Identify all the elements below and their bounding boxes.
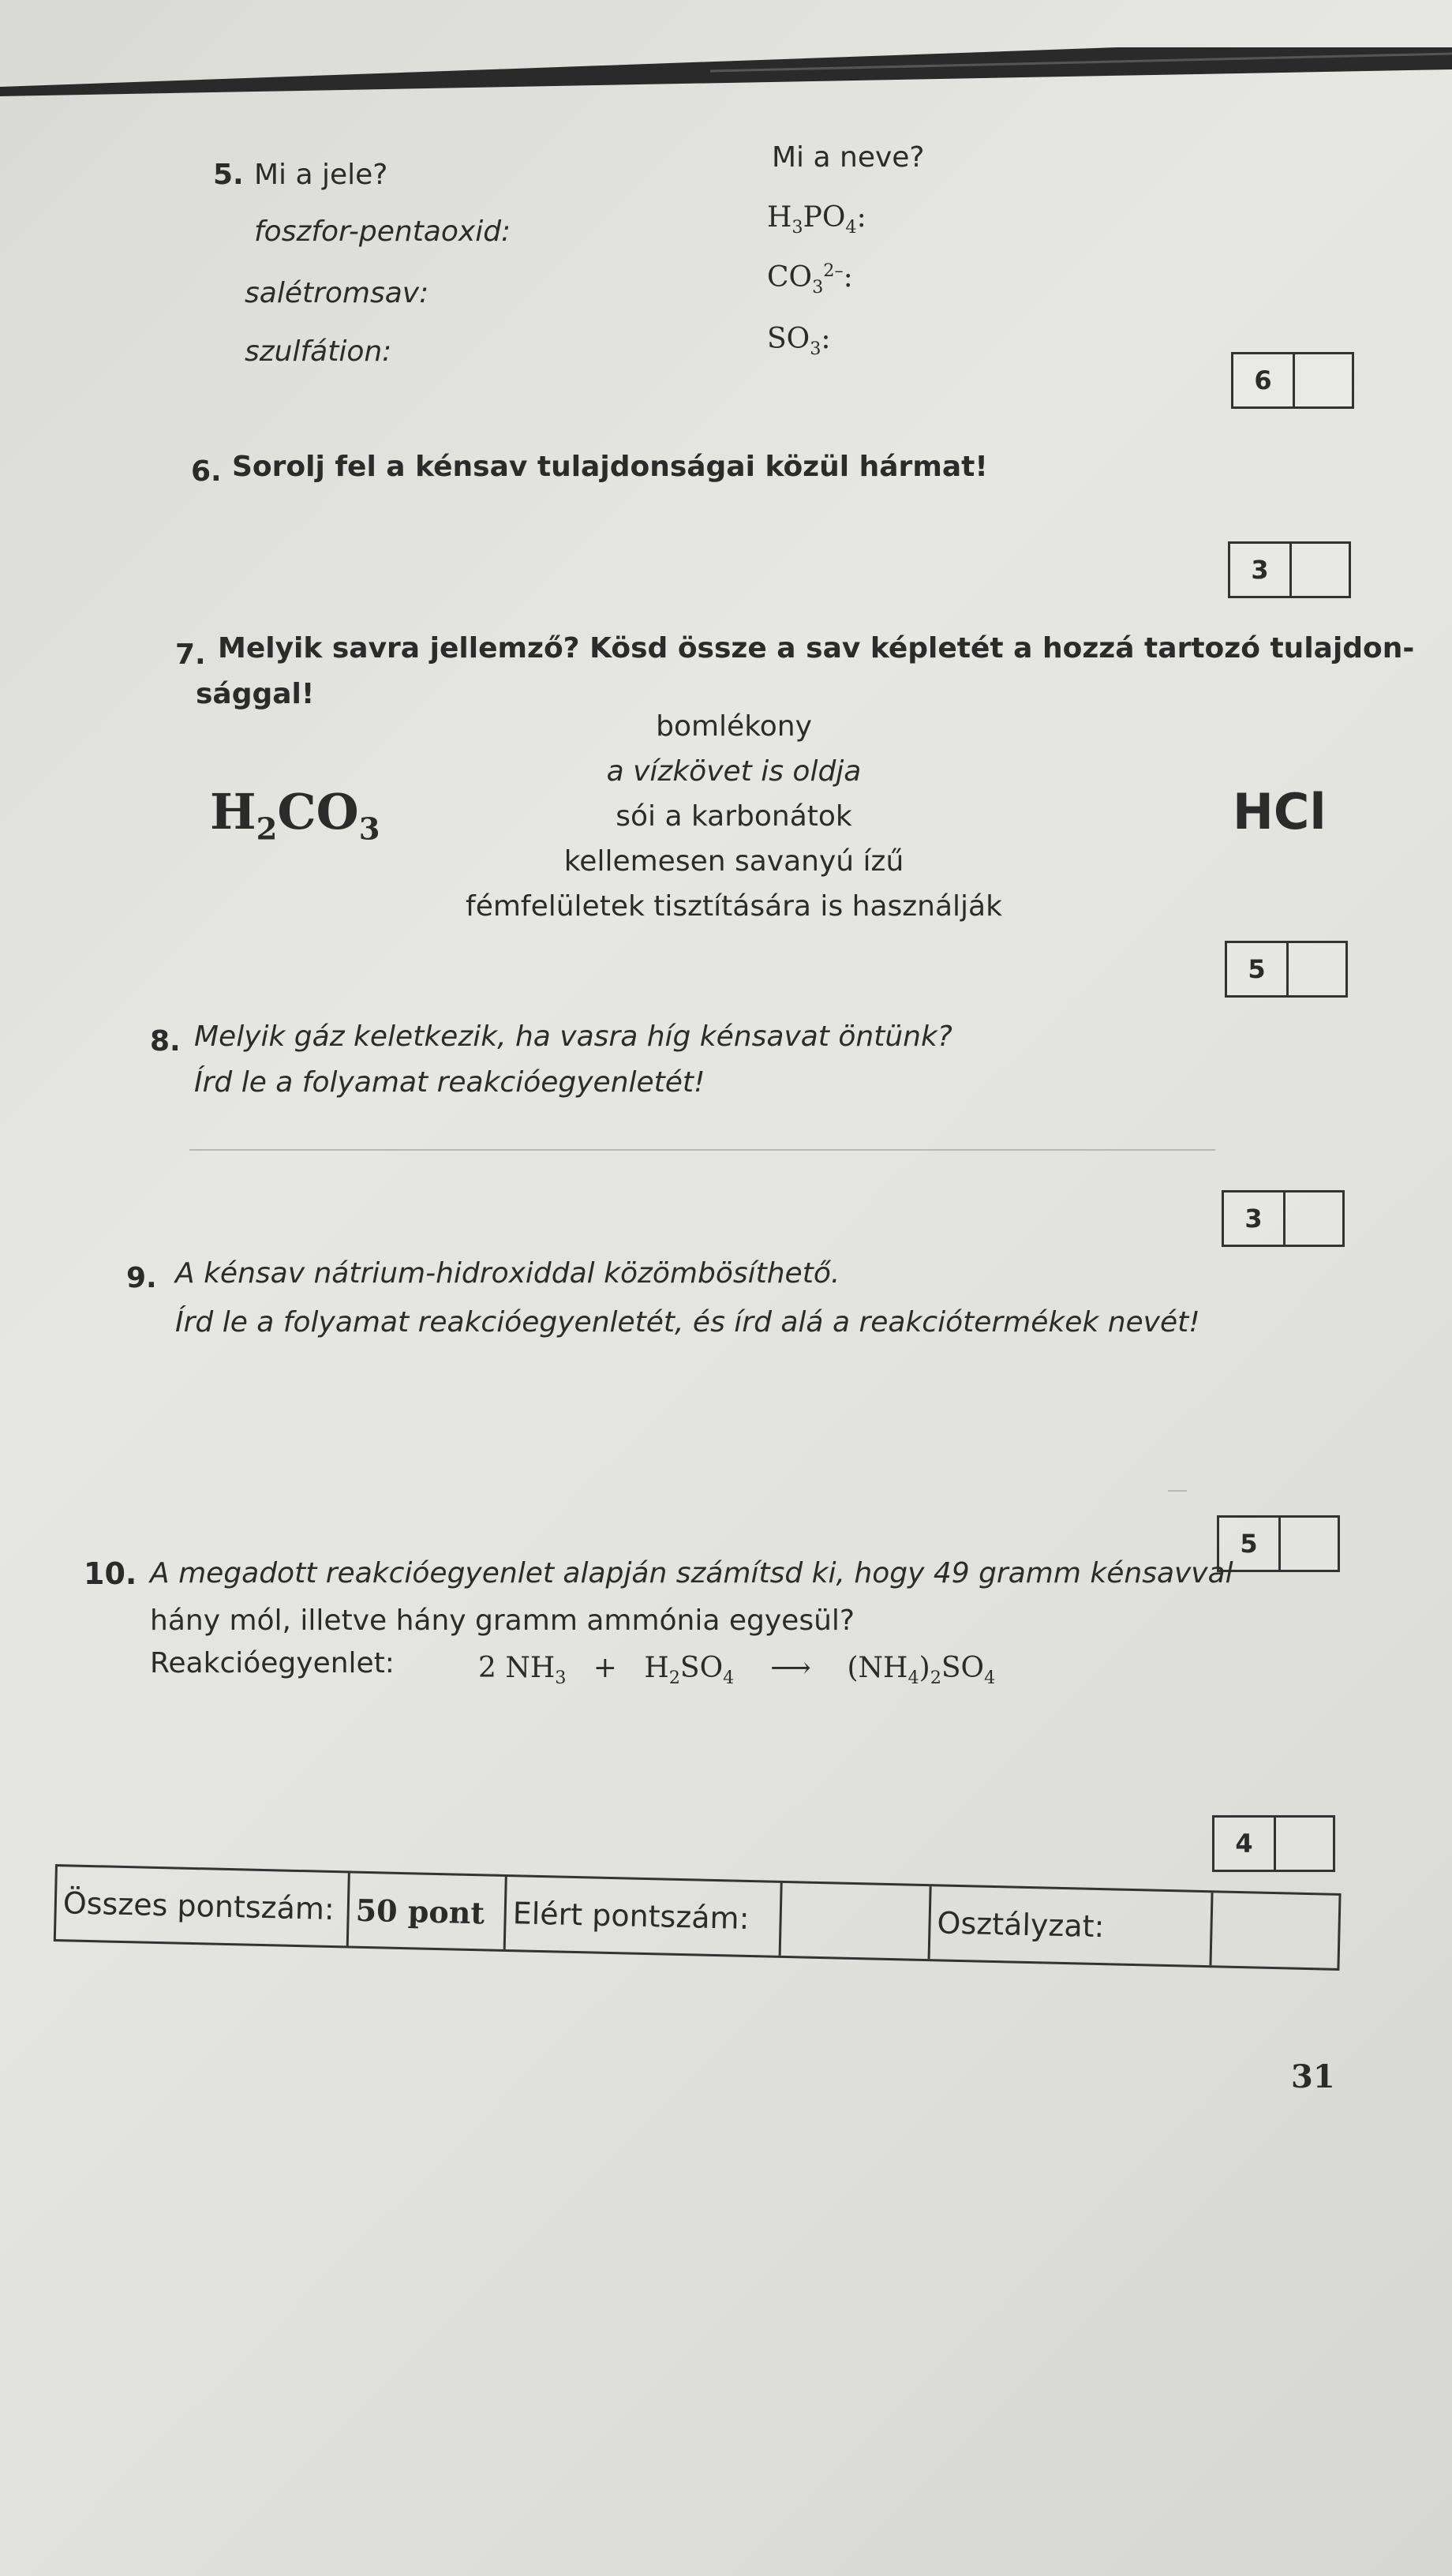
total-points-label: Összes pontszám:	[56, 1866, 350, 1945]
q5-right-item-2: $CO_3^{2-}$:	[767, 260, 853, 298]
q10-equation-label: Reakcióegyenlet:	[150, 1647, 395, 1679]
q7-score-field[interactable]	[1289, 943, 1345, 995]
grade-field[interactable]	[1211, 1893, 1338, 1968]
q5-max-points: 6	[1233, 354, 1295, 406]
q9-line1: A kénsav nátrium-hidroxiddal közömbösíthető.	[175, 1257, 840, 1290]
q7-property[interactable]: a vízkövet is oldja	[606, 755, 862, 788]
q7-property[interactable]: kellemesen savanyú ízű	[563, 845, 904, 878]
grade-label: Osztályzat:	[930, 1886, 1214, 1965]
q5-right-header: Mi a neve?	[772, 141, 925, 174]
q5-number: 5.	[213, 159, 244, 191]
q8-answer-line[interactable]	[189, 1149, 1215, 1151]
q5-left-header: Mi a jele?	[254, 159, 388, 191]
q9-max-points: 5	[1219, 1518, 1281, 1570]
q9-number: 9.	[126, 1262, 157, 1294]
q6-max-points: 3	[1230, 544, 1292, 596]
score-summary-table	[54, 1864, 1342, 1971]
top-border-line	[0, 47, 1452, 142]
q5-left-item-1: foszfor-pentaoxid:	[254, 215, 511, 248]
q6-text: Sorolj fel a kénsav tulajdonságai közül hármat!	[232, 451, 988, 483]
q7-max-points: 5	[1227, 943, 1289, 995]
q8-score-box[interactable]	[1222, 1190, 1345, 1247]
q5-left-item-3: szulfátion:	[245, 335, 392, 368]
q7-property[interactable]: fémfelületek tisztítására is használják	[466, 890, 1002, 923]
q5-left-item-2: salétromsav:	[245, 277, 429, 309]
q5-right-item-1: $H_3PO_4$:	[767, 201, 866, 238]
page-number: 31	[1291, 2058, 1335, 2095]
q10-number: 10.	[84, 1556, 137, 1591]
q8-line1: Melyik gáz keletkezik, ha vasra híg kénsavat öntünk?	[194, 1020, 952, 1053]
q7-property-list	[442, 704, 1026, 929]
q6-score-box[interactable]	[1228, 541, 1351, 598]
q9-score-box[interactable]	[1217, 1515, 1340, 1572]
q5-score-box[interactable]	[1231, 352, 1354, 409]
q8-line2: Írd le a folyamat reakcióegyenletét!	[194, 1066, 705, 1099]
q8-max-points: 3	[1224, 1193, 1285, 1245]
q10-line2: hány mól, illetve hány gramm ammónia egyesül?	[150, 1604, 855, 1637]
q5-score-field[interactable]	[1295, 354, 1352, 406]
q7-line1: Melyik savra jellemző? Kösd össze a sav képletét a hozzá tartozó tulajdon-	[218, 632, 1415, 665]
q6-score-field[interactable]	[1292, 544, 1349, 596]
q5-right-item-3: $SO_3$:	[767, 323, 831, 360]
q10-max-points: 4	[1214, 1818, 1276, 1870]
q9-score-field[interactable]	[1281, 1518, 1338, 1570]
q10-line1: A megadott reakcióegyenlet alapján számítsd ki, hogy 49 gramm kénsavval	[150, 1557, 1233, 1589]
q7-property[interactable]: bomlékony	[656, 710, 812, 743]
q9-line2: Írd le a folyamat reakcióegyenletét, és írd alá a reakciótermékek nevét!	[175, 1306, 1200, 1339]
achieved-points-field[interactable]	[781, 1883, 932, 1959]
q8-number: 8.	[150, 1025, 181, 1058]
q7-property[interactable]: sói a karbonátok	[616, 800, 852, 833]
q10-score-field[interactable]	[1276, 1818, 1333, 1870]
q7-number: 7.	[175, 638, 206, 671]
total-points-value: 50 pont	[349, 1873, 507, 1949]
q7-score-box[interactable]	[1225, 941, 1348, 998]
q8-score-field[interactable]	[1285, 1193, 1342, 1245]
q9-answer-mark	[1168, 1490, 1187, 1492]
q7-left-formula: $H_2CO_3$	[210, 783, 380, 848]
q7-right-formula: HCl	[1233, 783, 1327, 841]
q6-number: 6.	[191, 455, 222, 488]
q10-score-box[interactable]	[1212, 1815, 1335, 1872]
q10-equation: 2 $NH_3$ + $H_2SO_4$ ⟶ $(NH_4)_2SO_4$	[478, 1652, 996, 1689]
achieved-points-label: Elért pontszám:	[506, 1877, 783, 1956]
q7-line2: sággal!	[196, 678, 315, 710]
